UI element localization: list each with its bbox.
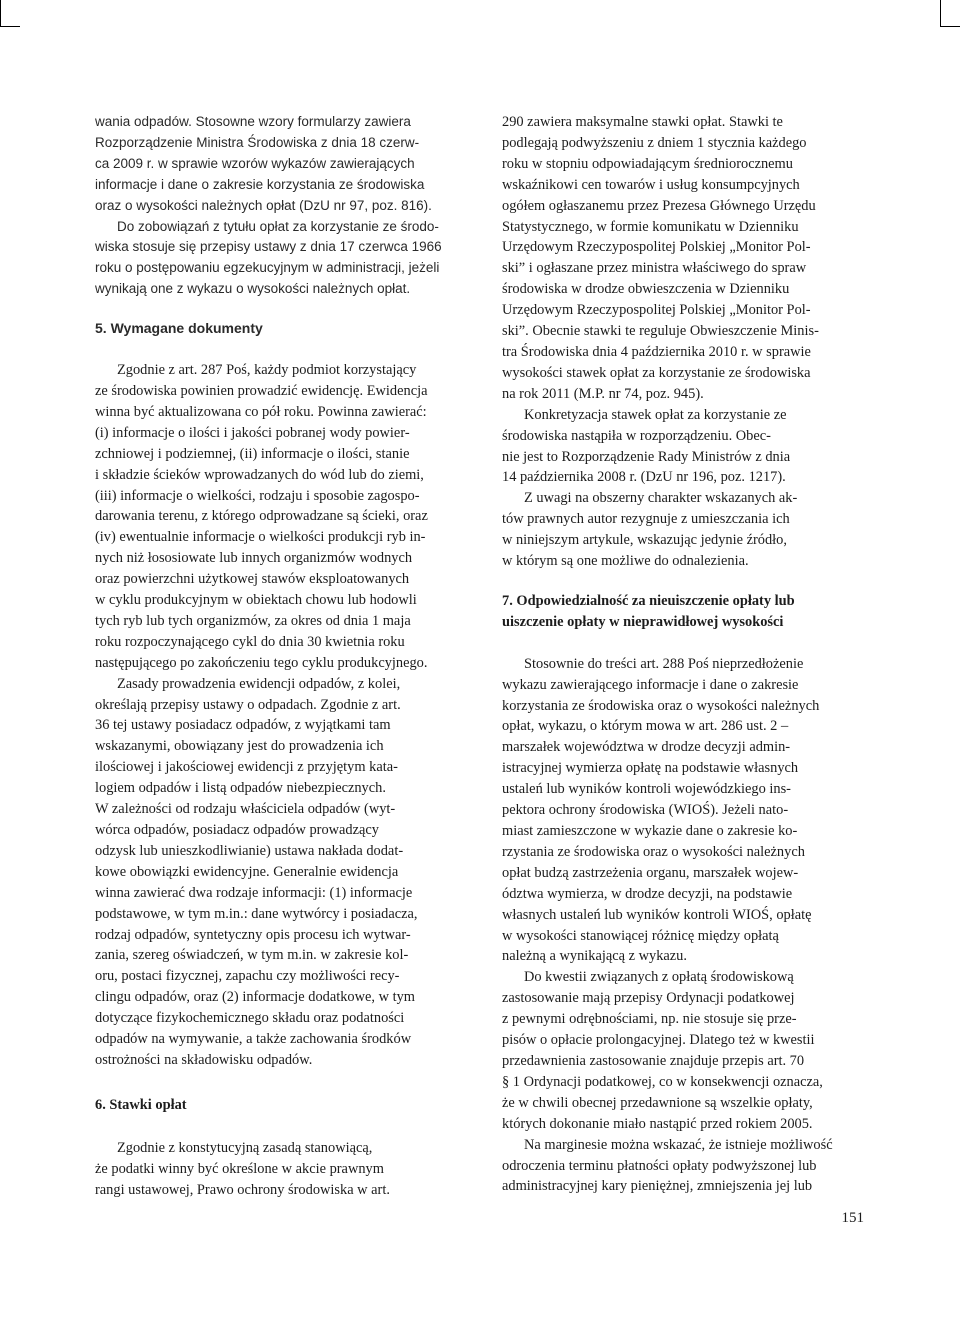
crop-mark-top-right-h bbox=[940, 26, 960, 27]
paragraph: Do zobowiązań z tytułu opłat za korzystanie ze środo- wiska stosuje się przepisy ustawy z dnia 17 czerwca 1966 roku o postępowaniu egzekucyjnym w administracji, jeżeli wynikają one z wykazu o wysokości należnych opłat. bbox=[95, 218, 442, 297]
section-heading: 6. Stawki opłat bbox=[95, 1096, 187, 1113]
page-number: 151 bbox=[841, 1210, 864, 1226]
paragraph: Do kwestii związanych z opłatą środowiskową zastosowanie mają przepisy Ordynacji podatkowej z pewnymi odrębnościami, np. nie stosuje się prze- pisów o opłacie prolongacyjnej. Dlatego też w kwestii przedawnienia zastosowanie znajduje przepis art. 70 § 1 Ordynacji podatkowej, co w konsekwencji oznacza, że w chwili obecnej przedawnione są wszelkie opłaty, których dokonanie miało nastąpić przed rokiem 2005. bbox=[502, 969, 823, 1132]
left-column bbox=[95, 112, 458, 1201]
paragraph: Zasady prowadzenia ewidencji odpadów, z kolei, określają przepisy ustawy o odpadach. Zgodnie z art. 36 tej ustawy posiadacz odpadów, z wyjątkami tam wskazanymi, obowiązany jest do prowadzenia ich ilościowej i jakościowej ewidencji z przyjętym kata- logiem odpadów i listą odpadów niebezpiecznych. W zależności od rodzaju właściciela odpadów (wyt- wórca odpadów, posiadacz odpadów prowadzący odzysk lub unieszkodliwianie) ustawa nakłada dodat- kowe obowiązki ewidencyjne. Generalnie ewidencja winna zawierać dwa rodzaje informacji: (1) informacje podstawowe, w tym m.in.: dane wytwórcy i posiadacza, rodzaj odpadów, syntetyczny opis procesu ich wytwar- zania, szereg oświadczeń, w tym m.in. w zakresie kol- oru, postaci fizycznej, zapachu czy możliwości recy- clingu odpadów, oraz (2) informacje dodatkowe, w tym dotyczące fizykochemicznego składu oraz podatności odpadów na wymywanie, a także zachowania środków ostrożności na składowisku odpadów. bbox=[95, 675, 418, 1068]
crop-mark-top-left-h bbox=[0, 26, 20, 27]
section-heading: 7. Odpowiedzialność za nieuiszczenie opłaty lub uiszczenie opłaty w nieprawidłowej wysokości bbox=[502, 592, 795, 630]
paragraph: Zgodnie z konstytucyjną zasadą stanowiącą, że podatki winny być określone w akcie prawnym rangi ustawowej, Prawo ochrony środowiska w art. bbox=[95, 1139, 390, 1198]
paragraph: Stosownie do treści art. 288 Poś nieprzedłożenie wykazu zawierającego informacje i dane o zakresie korzystania ze środowiska oraz o wysokości należnych opłat, wykazu, o którym mowa w art. 286 ust. 2 – marszałek województwa w drodze decyzji admin- istracyjnej wymierza opłatę na podstawie własnych ustaleń lub wyników kontroli wojewódzkiego ins- pektora ochrony środowiska (WIOŚ). Jeżeli nato- miast zamieszczone w wykazie dane o zakresie ko- rzystania ze środowiska oraz o wysokości należnych opłat budzą zastrzeżenia organu, marszałek wojew- ództwa wymierza, w drodze decyzji, na podstawie własnych ustaleń lub wyników kontroli WIOŚ, opłatę w wysokości stanowiącej różnicę między opłatą należną a wynikającą z wykazu. bbox=[502, 655, 820, 965]
crop-mark-top-left-v bbox=[0, 0, 1, 26]
paragraph: wania odpadów. Stosowne wzory formularzy zawiera Rozporządzenie Ministra Środowiska z dnia 18 czerw- ca 2009 r. w sprawie wzorów wykazów zawierających informacje i dane o zakresie korzystania ze środowiska oraz o wysokości należnych opłat (DzU nr 97, poz. 816). bbox=[95, 114, 432, 213]
paragraph: Z uwagi na obszerny charakter wskazanych ak- tów prawnych autor rezygnuje z umieszczania ich w niniejszym artykule, wskazując jedynie źródło, w którym są one możliwe do odnalezienia. bbox=[502, 490, 798, 570]
paragraph: Na marginesie można wskazać, że istnieje możliwość odroczenia terminu płatności opłaty podwyższonej lub administracyjnej kary pieniężnej, zmniejszenia jej lub bbox=[502, 1136, 833, 1195]
section-heading: 5. Wymagane dokumenty bbox=[95, 320, 263, 337]
paragraph: Konkretyzacja stawek opłat za korzystanie ze środowiska nastąpiła w rozporządzeniu. Obec- nie jest to Rozporządzenie Rady Ministrów z dnia 14 października 2008 r. (DzU nr 196, poz. 1217). bbox=[502, 406, 791, 486]
right-column bbox=[502, 112, 865, 1197]
paragraph: Zgodnie z art. 287 Poś, każdy podmiot korzystający ze środowiska powinien prowadzić ewidencję. Ewidencja winna być aktualizowana co pół roku. Powinna zawierać: (i) informacje o ilości i jakości pobranej wody powier- zchniowej i podziemnej, (ii) informacje o ilości, stanie i składzie ścieków wprowadzanych do wód lub do ziemi, (iii) informacje o wielkości, rodzaju i sposobie zagospo- darowania terenu, z którego odprowadzane są ścieki, oraz (iv) ewentualnie informacje o wielkości produkcji ryb in- nych niż łososiowate lub innych organizmów wodnych oraz powierzchni użytkowej stawów eksploatowanych w cyklu produkcyjnym w obiektach chowu lub hodowli tych ryb lub tych organizmów, za okres od dnia 1 maja roku rozpoczynającego cykl do dnia 30 kwietnia roku następującego po zakończeniu tego cyklu produkcyjnego. bbox=[95, 362, 428, 671]
crop-mark-top-right-v bbox=[940, 0, 941, 26]
paragraph: 290 zawiera maksymalne stawki opłat. Stawki te podlegają podwyższeniu z dniem 1 stycznia każdego roku w stopniu odpowiadającym średniorocznemu wskaźnikowi cen towarów i usług konsumpcyjnych ogółem ogłaszanemu przez Prezesa Głównego Urzędu Statystycznego, w formie komunikatu w Dzienniku Urzędowym Rzeczypospolitej Polskiej „Monitor Pol- ski” i ogłaszane przez ministra właściwego do spraw środowiska w drodze obwieszczenia w Dzienniku Urzędowym Rzeczypospolitej Polskiej „Monitor Pol- ski”. Obecnie stawki te reguluje Obwieszczenie Minis- tra Środowiska dnia 4 października 2010 r. w sprawie wysokości stawek opłat za korzystanie ze środowiska na rok 2011 (M.P. nr 74, poz. 945). bbox=[502, 114, 819, 402]
